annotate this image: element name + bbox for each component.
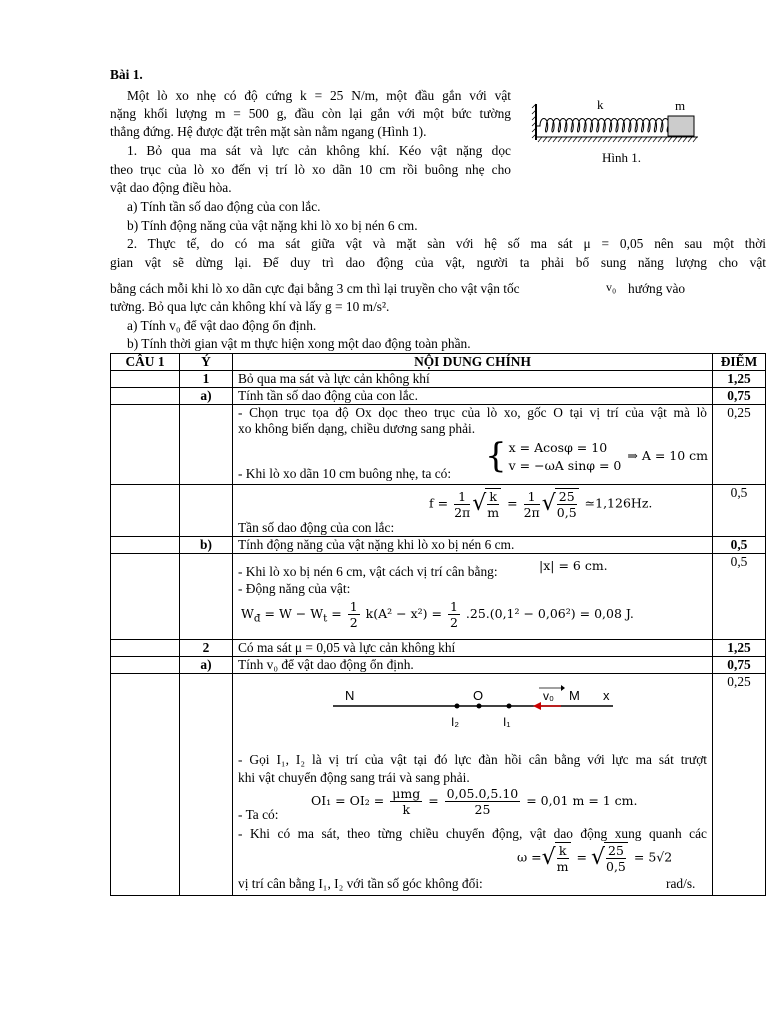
equation-line: x = Acosφ = 10 (508, 440, 608, 455)
floor-hatch (553, 137, 557, 142)
problem-title: Bài 1. (110, 67, 143, 82)
floor-hatch (598, 137, 602, 142)
problem-text-line: 1. Bỏ qua ma sát và lực cản không khí. Kéo vật nặng dọc (127, 143, 511, 158)
floor-hatch (668, 137, 672, 142)
table-row (111, 674, 766, 896)
eq-text: = 0,01 m = 1 cm. (526, 793, 638, 808)
content-line: - Gọi I₁, I₂ là vị trí của vật tại đó lực đàn hồi cân bằng với lực ma sát trượt (238, 752, 707, 767)
eq-text: 1 (449, 599, 458, 614)
floor-hatch (583, 137, 587, 142)
table-header-row (111, 354, 766, 371)
problem-text-line: bằng cách mỗi khi lò xo dãn cực đại bằng 3 cm thì lại truyền cho vật vận tốc (110, 281, 520, 296)
header-y: Ý (180, 354, 233, 371)
row-content: Tính v₀ để vật dao động ổn định. (233, 657, 713, 674)
row-content: Có ma sát μ = 0,05 và lực cản không khí (233, 640, 713, 657)
eq-text: 2 (449, 615, 458, 630)
floor-hatch (618, 137, 622, 142)
problem-text-line: 2. Thực tế, do có ma sát giữa vật và mặt sàn với hệ số ma sát μ = 0,05 nên sau một thời (127, 236, 766, 251)
problem-text-line: vật dao động điều hòa. (110, 180, 232, 195)
equilibrium-equation: OI₁ = OI₂ = $\frac{\text{μmg}}{k}$ = $\frac{0,05.0,5.10}{25}$ = 0,01 m = 1 cm. (311, 786, 638, 817)
table-row (111, 657, 766, 674)
equation-system: { x = Acosφ = 10 v = −ωA sinφ = 0 ⇒ A = 10 cm (485, 436, 709, 476)
abs-value: |x| = 6 cm. (539, 558, 608, 573)
eq-text: ≃1,126Hz. (584, 495, 653, 511)
row-y: a) (180, 657, 233, 674)
floor-hatch (628, 137, 632, 142)
label-v0: v₀ (543, 689, 554, 703)
content-line: xo không biến dạng, chiều dương sang phải. (238, 421, 476, 436)
kinetic-energy-equation (241, 599, 634, 630)
floor-hatch (678, 137, 682, 142)
row-score: 0,75 (713, 388, 766, 405)
row-score: 0,5 (713, 537, 766, 554)
problem-text-line: theo trục của lò xo đến vị trí lò xo dãn 10 cm rồi buông nhẹ cho (110, 162, 511, 177)
row-score: 0,25 (713, 405, 766, 485)
header-cau: CÂU 1 (111, 354, 180, 371)
floor-hatch (603, 137, 607, 142)
content-line: Tần số dao động của con lắc: (238, 520, 395, 535)
eq-text: 1 (349, 599, 358, 614)
problem-text-line: Một lò xo nhẹ có độ cứng k = 25 N/m, một đầu gắn với vật (127, 88, 511, 103)
table-row (111, 554, 766, 640)
label-I2: I₂ (451, 715, 459, 729)
floor-hatch (633, 137, 637, 142)
eq-text: = 5√2 (633, 849, 673, 865)
content-line: - Khi lò xo bị nén 6 cm, vật cách vị trí cân bằng: (238, 564, 498, 579)
question-1a: a) Tính tần số dao động của con lắc. (127, 199, 321, 214)
v0-symbol: v₀ (606, 280, 617, 294)
floor-hatch (663, 137, 667, 142)
equation-line: v = −ωA sinφ = 0 (508, 458, 622, 473)
table-row (111, 640, 766, 657)
header-content: NỘI DUNG CHÍNH (233, 354, 713, 371)
axis-diagram (323, 682, 633, 738)
eq-text: m (556, 859, 569, 874)
floor-hatch (548, 137, 552, 142)
floor-hatch (538, 137, 542, 142)
eq-text: k (557, 843, 569, 859)
label-M: M (569, 688, 580, 703)
table-row (111, 537, 766, 554)
eq-text: .25.(0,1² − 0,06²) = 0,08 J. (465, 606, 634, 621)
eq-text: OI₁ = OI₂ = (311, 793, 385, 808)
figure-1-spring (528, 96, 708, 166)
floor-hatch (568, 137, 572, 142)
content-line: - Khi lò xo dãn 10 cm buông nhẹ, ta có: (238, 466, 452, 481)
problem-text-line: tường. Bỏ qua lực cản không khí và lấy g = 10 m/s². (110, 299, 390, 314)
floor-hatch (613, 137, 617, 142)
floor-hatch (608, 137, 612, 142)
content-line: - Khi có ma sát, theo từng chiều chuyển động, vật dao động xung quanh các (238, 826, 707, 841)
content-line: - Chọn trục tọa độ Ox dọc theo trục của lò xo, gốc O tại vị trí của vật mà lò (238, 405, 707, 420)
floor-hatch (563, 137, 567, 142)
eq-text: 25 (474, 802, 491, 817)
row-score: 0,5 (713, 554, 766, 640)
eq-text: k(A² − x²) = (365, 606, 442, 621)
eq-text: 1 (524, 489, 540, 505)
label-x: x (603, 688, 610, 703)
row-content (233, 554, 713, 640)
row-y: 1 (180, 371, 233, 388)
row-content: Tính động năng của vật nặng khi lò xo bị nén 6 cm. (233, 537, 713, 554)
row-score: 0,5 (713, 485, 766, 537)
row-content (233, 485, 713, 537)
question-2a: a) Tính v₀ để vật dao động ổn định. (127, 318, 317, 333)
question-1b: b) Tính động năng của vật nặng khi lò xo bị nén 6 cm. (127, 218, 418, 233)
eq-text: μmg (392, 786, 421, 801)
eq-text: 2π (523, 504, 540, 520)
floor-hatch (543, 137, 547, 142)
floor-hatch (573, 137, 577, 142)
eq-text: 0,5 (556, 505, 577, 520)
floor-hatch (623, 137, 627, 142)
problem-text-line: gian vật sẽ dừng lại. Để duy trì dao động của vật, người ta phải bổ sung năng lượng cho vật (110, 255, 766, 270)
floor-hatch (558, 137, 562, 142)
eq-text: 1 (454, 489, 470, 505)
eq-text: 0,5 (606, 859, 626, 874)
eq-text: f = (429, 495, 449, 511)
eq-text: ω = (517, 849, 542, 865)
answer-table (110, 353, 766, 896)
eq-text: k (402, 802, 411, 817)
floor-hatch (658, 137, 662, 142)
row-content (233, 405, 713, 485)
omega-equation: ω =√ $\frac{k}{m}$ = √ $\frac{25}{0,5}$ = 5√2 (517, 843, 673, 874)
floor-hatch (638, 137, 642, 142)
eq-text: 2π (454, 504, 471, 520)
row-score: 1,25 (713, 371, 766, 388)
floor-hatch (688, 137, 692, 142)
row-score: 0,75 (713, 657, 766, 674)
question-2b: b) Tính thời gian vật m thực hiện xong một dao động toàn phần. (127, 336, 471, 351)
row-score: 0,25 (713, 674, 766, 896)
floor-hatch (653, 137, 657, 142)
floor-hatch (593, 137, 597, 142)
floor-hatch (588, 137, 592, 142)
eq-text: m (487, 505, 500, 520)
floor-hatch (643, 137, 647, 142)
eq-text: = (331, 606, 342, 621)
problem-text-line: nặng khối lượng m = 500 g, đầu còn lại gắn với một bức tường (110, 106, 511, 121)
eq-text: 0,05.0,5.10 (446, 786, 519, 801)
eq-text: = W − W (264, 606, 324, 621)
floor-hatch (683, 137, 687, 142)
floor-hatch (693, 137, 697, 142)
label-O: O (473, 688, 484, 703)
eq-text: đ (253, 612, 261, 625)
content-line: - Động năng của vật: (238, 581, 351, 596)
table-row (111, 485, 766, 537)
figure-caption: Hình 1. (602, 150, 641, 165)
frequency-equation: f = $\frac{1}{2\pi}$ √ $\frac{k}{m}$ = $\frac{1}{2\pi}$ √ $\frac{25}{0,5}$ ≃1,126Hz. (429, 488, 653, 520)
row-y: 2 (180, 640, 233, 657)
unit-text: rad/s. (666, 876, 696, 891)
row-content: Tính tần số dao động của con lắc. (233, 388, 713, 405)
floor-hatch (648, 137, 652, 142)
label-m: m (675, 98, 686, 113)
label-I1: I₁ (503, 715, 511, 729)
eq-text: k (487, 489, 499, 505)
row-content: Bỏ qua ma sát và lực cản không khí (233, 371, 713, 388)
problem-text-line: hướng vào (628, 281, 686, 296)
row-score: 1,25 (713, 640, 766, 657)
table-row (111, 371, 766, 388)
floor-hatch (578, 137, 582, 142)
label-k: k (597, 97, 604, 112)
eq-text: 25 (558, 489, 575, 504)
floor-hatch (673, 137, 677, 142)
eq-text: 2 (349, 615, 358, 630)
eq-text: 25 (608, 843, 624, 858)
content-line: - Ta có: (238, 807, 279, 822)
eq-text: W (241, 606, 254, 621)
eq-text: t (323, 612, 328, 625)
table-row (111, 405, 766, 485)
label-N: N (345, 688, 355, 703)
equation-result: ⇒ A = 10 cm (627, 448, 709, 463)
problem-text-line: thẳng đứng. Hệ được đặt trên mặt sàn nằm ngang (Hình 1). (110, 124, 427, 139)
content-line: vị trí cân bằng I₁, I₂ với tần số góc không đổi: (238, 876, 483, 891)
header-score: ĐIỂM (713, 354, 766, 371)
row-y: a) (180, 388, 233, 405)
table-row (111, 388, 766, 405)
content-line: khi vật chuyển động sang trái và sang phải. (238, 770, 470, 785)
row-y: b) (180, 537, 233, 554)
row-content (233, 674, 713, 896)
